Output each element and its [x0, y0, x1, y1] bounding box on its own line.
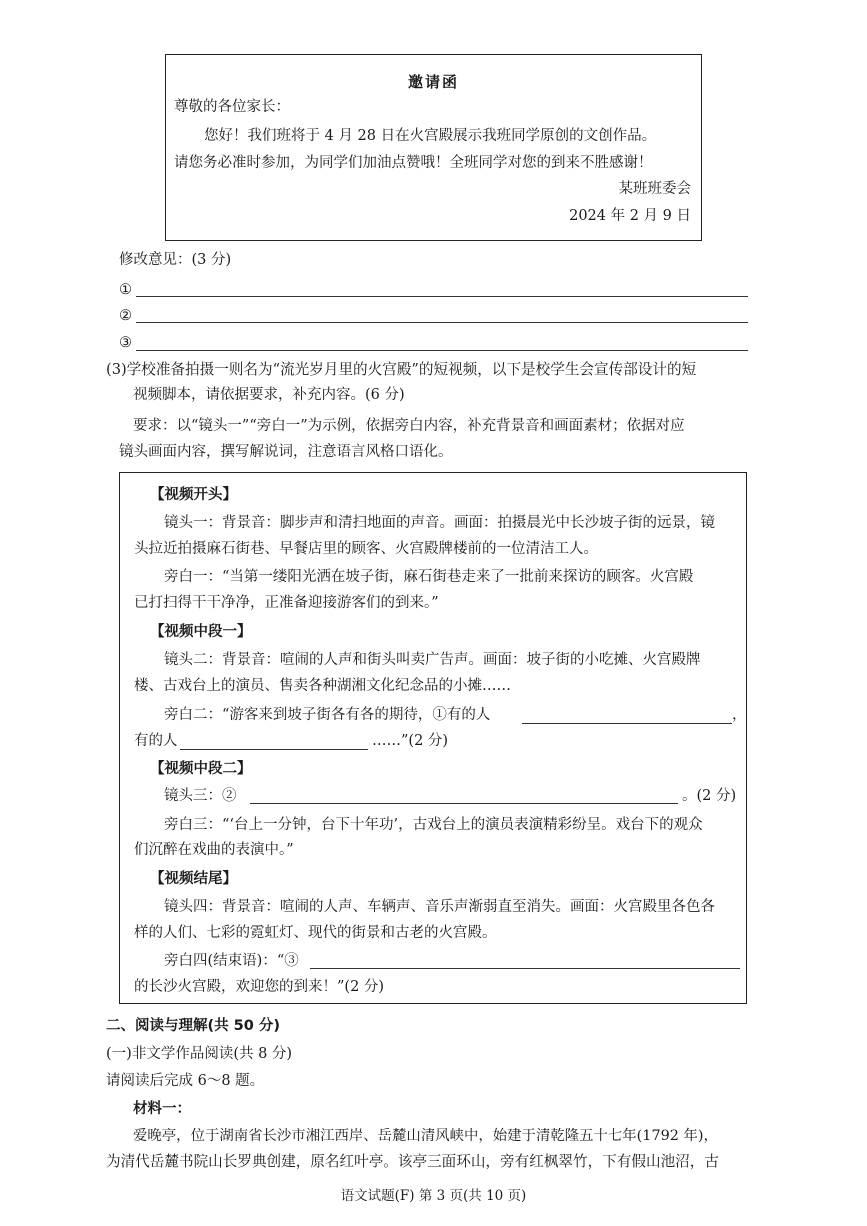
shot3-line-end: 。(2 分) [682, 788, 737, 804]
script-box [119, 472, 747, 1004]
shot2-line-b: 楼、古戏台上的演员、售卖各种湖湘文化纪念品的小摊…… [134, 678, 511, 694]
voice2-line-a-end: ， [732, 707, 747, 723]
voice4-line-b: 的长沙火宫殿，欢迎您的到来！”(2 分) [134, 979, 385, 995]
revision-item-2: ② [119, 308, 132, 324]
voice2-line-a: 旁白二：“游客来到坡子街各有各的期待，①有的人 [164, 707, 491, 723]
material-1-para-1: 爱晚亭，位于湖南省长沙市湘江西岸、岳麓山清风峡中，始建于清乾隆五十七年(1792 年)， [133, 1128, 718, 1144]
revision-blank-2[interactable] [136, 322, 748, 323]
revision-label: 修改意见：(3 分) [119, 252, 232, 268]
shot4-line-b: 样的人们、七彩的霓虹灯、现代的街景和古老的火宫殿。 [134, 925, 497, 941]
voice1-line-b: 已打扫得干干净净，正准备迎接游客们的到来。” [134, 595, 439, 611]
section2-instruction: 请阅读后完成 6～8 题。 [106, 1073, 265, 1089]
voice3-line-b: 们沉醉在戏曲的表演中。” [134, 842, 294, 858]
voice2-blank-2[interactable] [180, 749, 368, 750]
mid2-heading: 【视频中段二】 [150, 761, 252, 777]
voice2-line-b-end: ……”(2 分) [372, 733, 449, 749]
revision-item-3: ③ [119, 335, 132, 351]
invitation-body-2: 请您务必准时参加，为同学们加油点赞哦！全班同学对您的到来不胜感谢！ [174, 155, 653, 171]
shot3-blank[interactable] [250, 803, 678, 804]
page-footer: 语文试题(F) 第 3 页(共 10 页) [340, 1188, 527, 1204]
invitation-signature: 某班班委会 [618, 181, 691, 197]
shot3-line: 镜头三：② [164, 788, 237, 804]
invitation-title: 邀请函 [407, 73, 459, 91]
revision-item-1: ① [119, 282, 132, 298]
q3-req-1: 要求：以“镜头一”“旁白一”为示例，依据旁白内容，补充背景音和画面素材；依据对应 [133, 418, 685, 434]
q3-line-1: (3)学校准备拍摄一则名为“流光岁月里的火宫殿”的短视频，以下是校学生会宣传部设计的短 [106, 361, 697, 378]
q3-line-2: 视频脚本，请依据要求，补充内容。(6 分) [133, 387, 405, 403]
invitation-box [165, 54, 702, 241]
mid1-heading: 【视频中段一】 [150, 624, 252, 640]
opening-heading: 【视频开头】 [150, 487, 237, 503]
q3-req-2: 镜头画面内容，撰写解说词，注意语言风格口语化。 [119, 444, 453, 460]
shot1-line-b: 头拉近拍摄麻石街巷、早餐店里的顾客、火宫殿牌楼前的一位清洁工人。 [134, 541, 598, 557]
end-heading: 【视频结尾】 [150, 871, 237, 887]
voice2-line-b: 有的人 [134, 733, 178, 749]
material-1-para-2: 为清代岳麓书院山长罗典创建，原名红叶亭。该亭三面环山，旁有红枫翠竹，下有假山池沼，古 [106, 1153, 719, 1170]
voice3-line-a: 旁白三：“‘台上一分钟，台下十年功’，古戏台上的演员表演精彩纷呈。戏台下的观众 [164, 817, 703, 833]
section2-subheading: (一)非文学作品阅读(共 8 分) [106, 1046, 293, 1062]
revision-blank-3[interactable] [136, 350, 748, 351]
revision-blank-1[interactable] [136, 296, 748, 297]
material-1-label: 材料一： [133, 1101, 191, 1117]
shot4-line-a: 镜头四：背景音：喧闹的人声、车辆声、音乐声渐弱直至消失。画面：火宫殿里各色各 [164, 899, 715, 915]
invitation-body-1: 您好！我们班将于 4 月 28 日在火宫殿展示我班同学原创的文创作品。 [204, 128, 657, 144]
invitation-salutation: 尊敬的各位家长： [174, 99, 290, 115]
shot2-line-a: 镜头二：背景音：喧闹的人声和街头叫卖广告声。画面：坡子街的小吃摊、火宫殿牌 [164, 652, 701, 668]
voice4-blank[interactable] [310, 968, 740, 969]
section2-heading: 二、阅读与理解(共 50 分) [106, 1018, 281, 1034]
invitation-date: 2024 年 2 月 9 日 [569, 208, 691, 224]
shot1-line-a: 镜头一：背景音：脚步声和清扫地面的声音。画面：拍摄晨光中长沙坡子街的远景，镜 [164, 515, 715, 531]
voice2-blank-1[interactable] [522, 723, 732, 724]
voice4-line-a: 旁白四(结束语)：“③ [164, 953, 299, 969]
voice1-line-a: 旁白一：“当第一缕阳光洒在坡子街，麻石街巷走来了一批前来探访的顾客。火宫殿 [164, 569, 694, 585]
